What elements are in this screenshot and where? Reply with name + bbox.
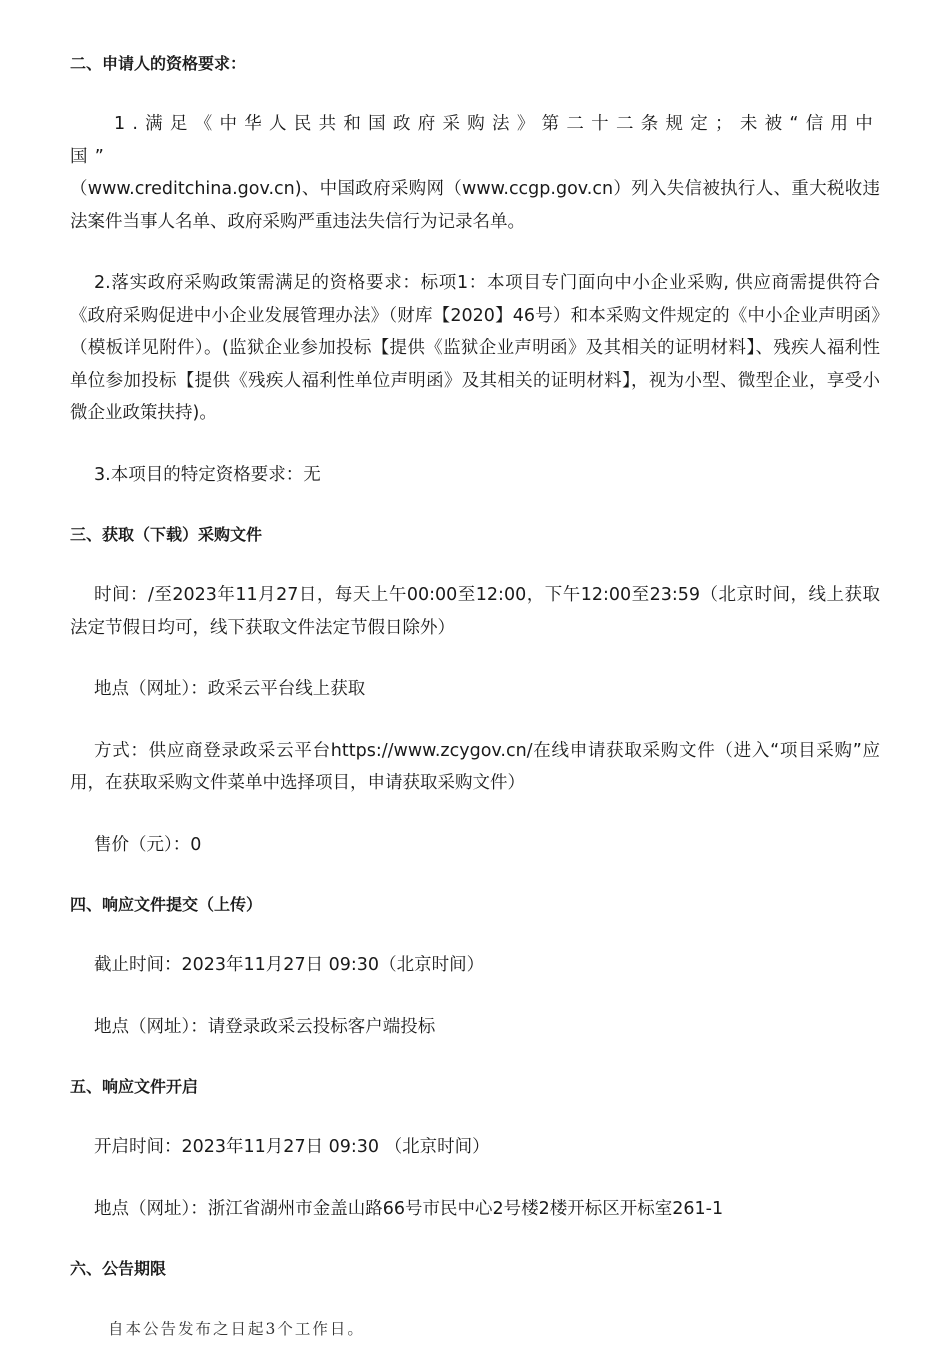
qualification-item-3: 3.本项目的特定资格要求：无 bbox=[94, 464, 321, 485]
section-heading-notice-period: 六、公告期限 bbox=[70, 1259, 167, 1278]
obtain-price: 售价（元）：0 bbox=[94, 834, 202, 855]
obtain-method: 方式：供应商登录政采云平台https://www.zcygov.cn/在线申请获取采购文件（进入“项目采购”应用，在获取采购文件菜单中选择项目，申请获取采购文件） bbox=[70, 740, 880, 793]
section-heading-obtain-documents: 三、获取（下载）采购文件 bbox=[70, 525, 263, 544]
notice-period-text: 自本公告发布之日起3个工作日。 bbox=[108, 1320, 365, 1338]
obtain-location: 地点（网址）：政采云平台线上获取 bbox=[94, 679, 366, 699]
qualification-item-1-line-2: （www.creditchina.gov.cn)、中国政府采购网（www.ccgp.gov.cn）列入失信被执行人、重大税收违法案件当事人名单、政府采购严重违法失信行为记录名单。 bbox=[70, 179, 880, 232]
submission-deadline: 截止时间：2023年11月27日 09:30（北京时间） bbox=[94, 955, 485, 975]
section-heading-opening: 五、响应文件开启 bbox=[70, 1077, 199, 1096]
section-heading-submission: 四、响应文件提交（上传） bbox=[70, 895, 263, 914]
obtain-time: 时间：/至2023年11月27日，每天上午00:00至12:00，下午12:00至23:59（北京时间，线上获取法定节假日均可，线下获取文件法定节假日除外） bbox=[70, 585, 880, 638]
opening-location: 地点（网址）：浙江省湖州市金盖山路66号市民中心2号楼2楼开标区开标室261-1 bbox=[94, 1198, 724, 1219]
section-heading-qualification: 二、申请人的资格要求： bbox=[70, 54, 247, 73]
qualification-item-2: 2.落实政府采购政策需满足的资格要求：标项1：本项目专门面向中小企业采购, 供应商需提供符合《政府采购促进中小企业发展管理办法》（财库【2020】46号）和本采购文件规定的《中小企业声明函》（模板详见附件）。(监狱企业参加投标【提供《监狱企业声明函》及其相关的证明材料】、残疾人福利性单位参加投标【提供《残疾人福利性单位声明函》及其相关的证明材料】，视为小型、微型企业，享受小微企业政策扶持)。 bbox=[70, 273, 880, 423]
submission-location: 地点（网址）：请登录政采云投标客户端投标 bbox=[94, 1016, 436, 1037]
opening-time: 开启时间：2023年11月27日 09:30 （北京时间） bbox=[94, 1137, 490, 1157]
qualification-item-1-line-1: 1.满足《中华人民共和国政府采购法》第二十二条规定；未被“信用中国” bbox=[70, 114, 880, 167]
